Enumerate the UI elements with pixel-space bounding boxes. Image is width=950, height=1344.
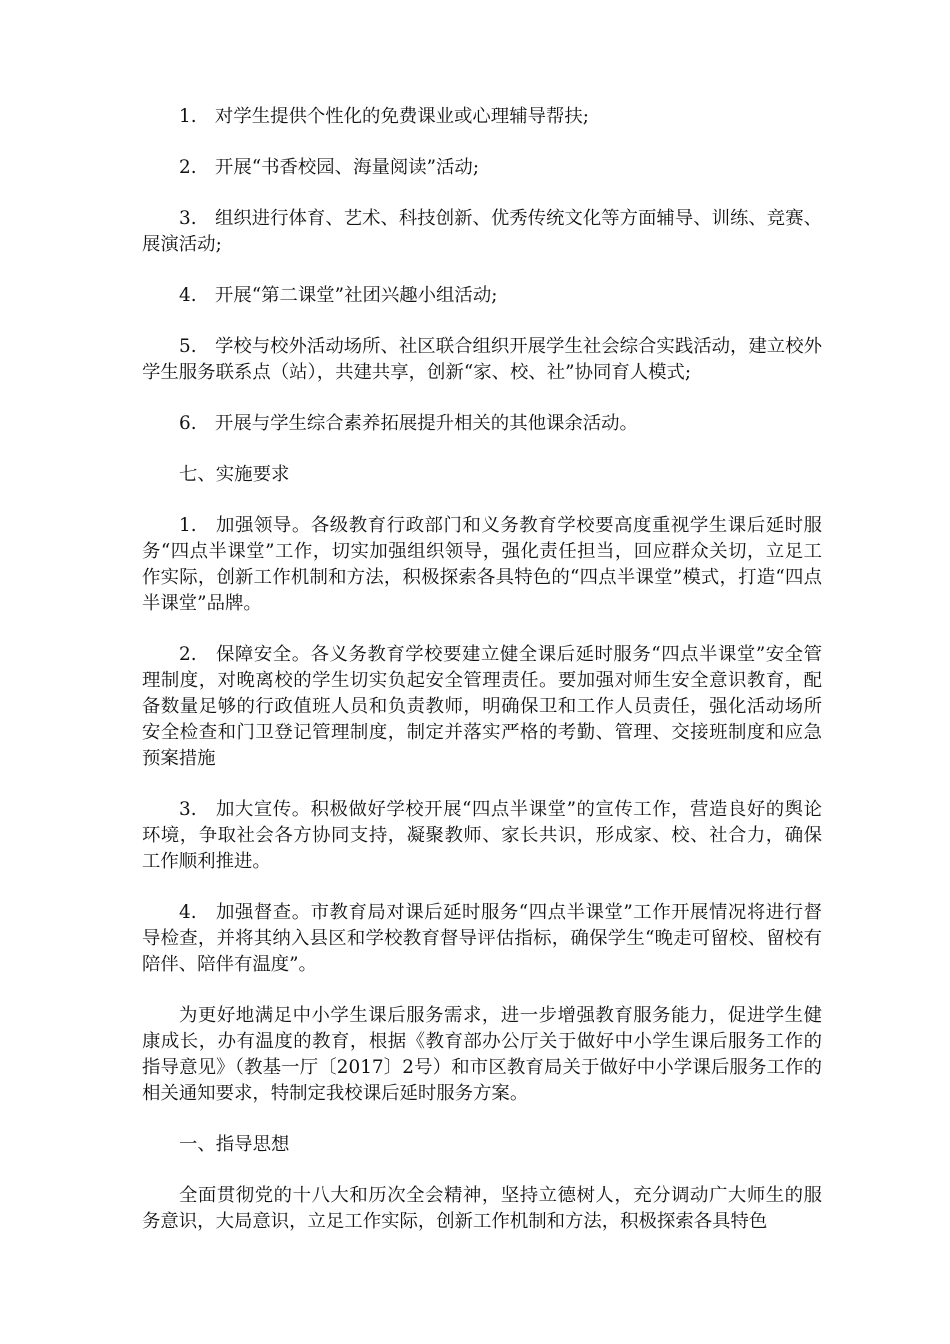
paragraph-item-5: 5. 学校与校外活动场所、社区联合组织开展学生社会综合实践活动，建立校外学生服务联系点（站），共建共享，创新“家、校、社”协同育人模式;: [142, 336, 822, 383]
paragraph-item-4: 4. 开展“第二课堂”社团兴趣小组活动;: [179, 285, 498, 306]
section-heading-guiding-ideology: 一、指导思想: [179, 1134, 290, 1155]
paragraph-supervision: 4. 加强督查。市教育局对课后延时服务“四点半课堂”工作开展情况将进行督导检查，并将其纳入县区和学校教育督导评估指标，确保学生“晚走可留校、留校有陪伴、陪伴有温度”。: [142, 902, 822, 975]
paragraph-publicity: 3. 加大宣传。积极做好学校开展“四点半课堂”的宣传工作，营造良好的舆论环境，争取社会各方协同支持，凝聚教师、家长共识，形成家、校、社合力，确保工作顺利推进。: [142, 799, 822, 872]
paragraph-item-6: 6. 开展与学生综合素养拓展提升相关的其他课余活动。: [179, 413, 638, 434]
paragraph-item-1: 1. 对学生提供个性化的免费课业或心理辅导帮扶;: [179, 106, 589, 127]
paragraph-guiding-ideology: 全面贯彻党的十八大和历次全会精神，坚持立德树人，充分调动广大师生的服务意识，大局意识，立足工作实际，创新工作机制和方法，积极探索各具特色: [142, 1185, 822, 1232]
paragraph-safety: 2. 保障安全。各义务教育学校要建立健全课后延时服务“四点半课堂”安全管理制度，对晚离校的学生切实负起安全管理责任。要加强对师生安全意识教育，配备数量足够的行政值班人员和负责教师，明确保卫和工作人员责任，强化活动场所安全检查和门卫登记管理制度，制定并落实严格的考勤、管理、交接班制度和应急预案措施: [142, 644, 822, 769]
paragraph-leadership: 1. 加强领导。各级教育行政部门和义务教育学校要高度重视学生课后延时服务“四点半课堂”工作，切实加强组织领导，强化责任担当，回应群众关切，立足工作实际，创新工作机制和方法，积极探索各具特色的“四点半课堂”模式，打造“四点半课堂”品牌。: [142, 515, 822, 614]
document-body: [142, 104, 822, 1235]
paragraph-item-2: 2. 开展“书香校园、海量阅读”活动;: [179, 157, 480, 178]
section-heading-implementation: 七、实施要求: [179, 464, 290, 485]
paragraph-intro: 为更好地满足中小学生课后服务需求，进一步增强教育服务能力，促进学生健康成长，办有温度的教育，根据《教育部办公厅关于做好中小学生课后服务工作的指导意见》（教基一厅〔2017〕2号）和市区教育局关于做好中小学课后服务工作的相关通知要求，特制定我校课后延时服务方案。: [142, 1005, 822, 1104]
paragraph-item-3: 3. 组织进行体育、艺术、科技创新、优秀传统文化等方面辅导、训练、竞赛、展演活动;: [142, 208, 822, 255]
